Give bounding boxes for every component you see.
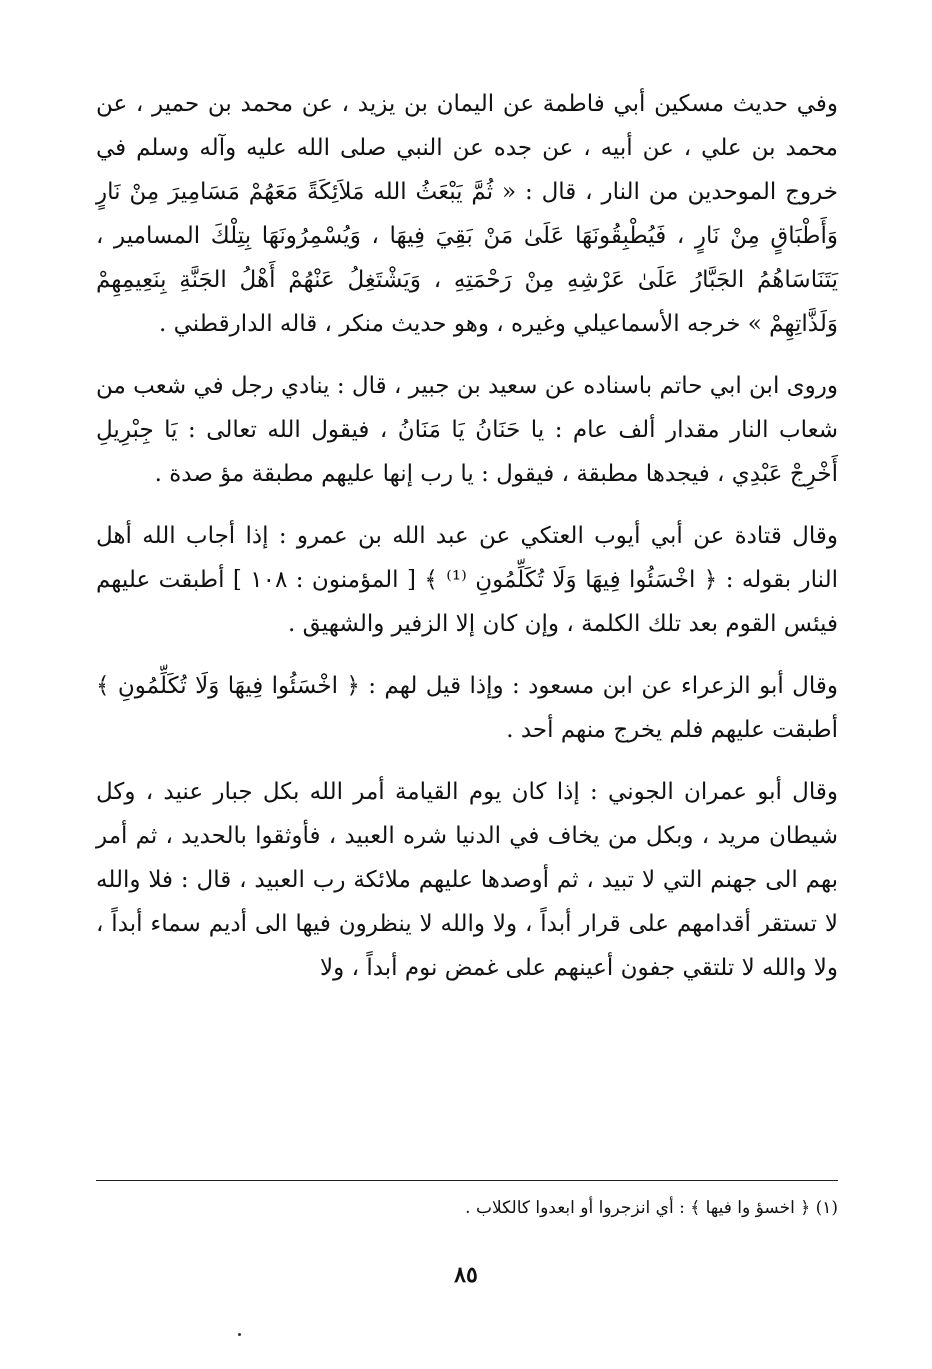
paragraph-1: وفي حديث مسكين أبي فاطمة عن اليمان بن يزيد ، عن محمد بن حمير ، عن محمد بن علي ، عن أبيه ، عن جده عن النبي صلى الله عليه وآله وسلم في خروج الموحدين من النار ، قال : « ثُمَّ يَبْعَثُ الله مَلاَئِكَةً مَعَهُمْ مَسَامِيرَ مِنْ نَارٍ وَأَطْبَاقٍ مِنْ نَارٍ ، فَيُطْبِقُونَهَا عَلَىٰ مَنْ بَقِيَ فِيهَا ، وَيُسْمِرُونَهَا بِتِلْكَ المسامير ، يَتَنَاسَاهُمُ الجَبَّارُ عَلَىٰ عَرْشِهِ مِنْ رَحْمَتِهِ ، وَيَشْتَغِلُ عَنْهُمْ أَهْلُ الجَنَّةِ بِنَعِيمِهِمْ وَلَذَّاتِهِمْ » خرجه الأسماعيلي وغيره ، وهو حديث منكر ، قاله الدارقطني .	[96, 91, 838, 337]
paragraph-5: وقال أبو عمران الجوني : إذا كان يوم القيامة أمر الله بكل جبار عنيد ، وكل شيطان مريد ، وبكل من يخاف في الدنيا شره العبيد ، فأوثقوا بالحديد ، ثم أمر بهم الى جهنم التي لا تبيد ، ثم أوصدها عليهم ملائكة رب العبيد ، قال : فلا والله لا تستقر أقدامهم على قرار أبداً ، ولا والله لا ينظرون فيها الى أديم سماء أبداً ، ولا والله لا تلتقي جفون أعينهم على غمض نوم أبداً ، ولا	[96, 779, 838, 981]
main-text	[96, 82, 838, 1008]
paragraph-3: وقال قتادة عن أبي أيوب العتكي عن عبد الله بن عمرو : إذا أجاب الله أهل النار بقوله : ﴿ اخْسَئُوا فِيهَا وَلَا تُكَلِّمُونِ ⁽¹⁾ ﴾ [ المؤمنون : ١٠٨ ] أطبقت عليهم فيئس القوم بعد تلك الكلمة ، وإن كان إلا الزفير والشهيق .	[96, 523, 839, 637]
paragraph-4: وقال أبو الزعراء عن ابن مسعود : وإذا قيل لهم : ﴿ اخْسَئُوا فِيهَا وَلَا تُكَلِّمُونِ ﴾ أطبقت عليهم فلم يخرج منهم أحد .	[96, 673, 838, 743]
paragraph-2: وروى ابن ابي حاتم باسناده عن سعيد بن جبير ، قال : ينادي رجل في شعب من شعاب النار مقدار ألف عام : يا حَنَانُ يَا مَنَانُ ، فيقول الله تعالى : يَا جِبْرِيلِ أَخْرِجْ عَبْدِي ، فيجدها مطبقة ، فيقول : يا رب إنها عليهم مطبقة مؤ صدة .	[96, 373, 838, 487]
footnote: (١) ﴿ اخسؤ وا فيها ﴾ : أي انزجروا أو ابعدوا كالكلاب .	[465, 1198, 838, 1218]
scan-speck	[238, 1333, 241, 1336]
page-number: ٨٥	[454, 1262, 478, 1288]
footnote-divider	[96, 1180, 838, 1181]
